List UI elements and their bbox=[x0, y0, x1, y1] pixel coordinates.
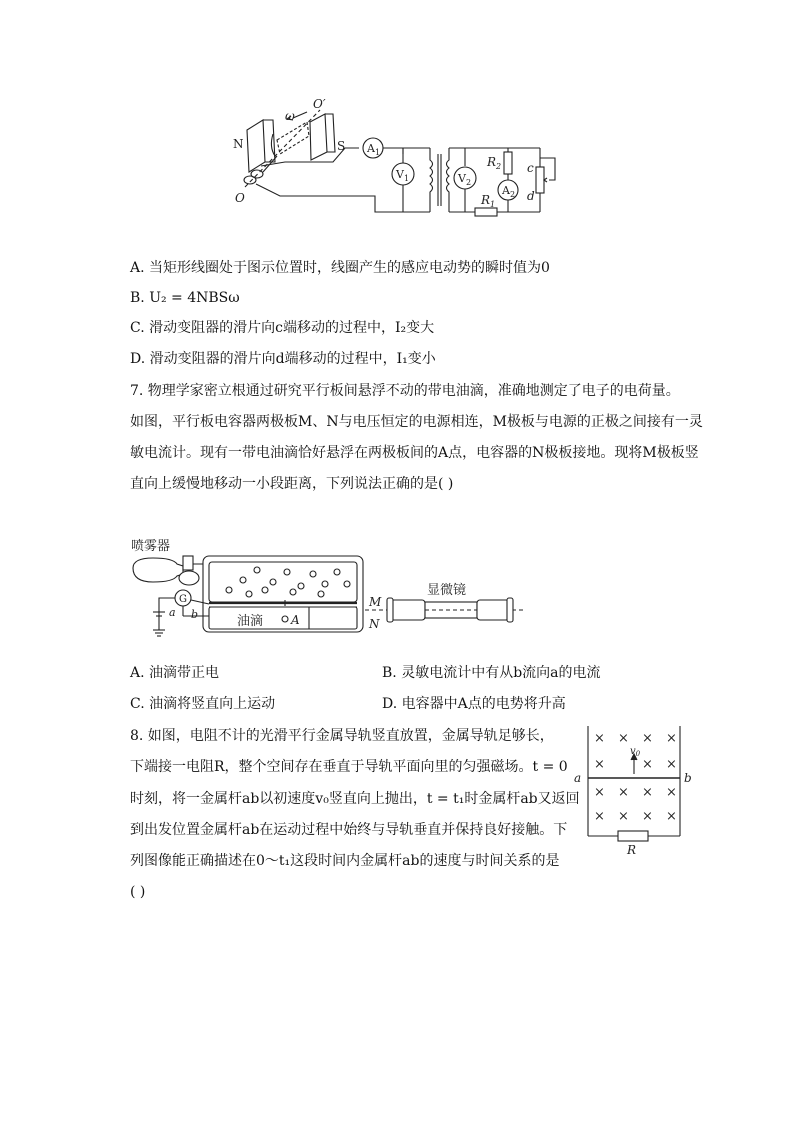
millikan-apparatus-figure bbox=[125, 530, 535, 645]
generator-circuit-figure bbox=[225, 92, 565, 222]
field-cross: × bbox=[642, 731, 653, 746]
field-cross: × bbox=[642, 785, 653, 800]
q8-line-4: 到出发位置金属杆ab在运动过程中始终与导轨垂直并保持良好接触。下 bbox=[130, 822, 568, 838]
q6-option-b: B. U₂ = 4NBSω bbox=[130, 290, 240, 306]
field-cross: × bbox=[594, 785, 605, 800]
field-cross: × bbox=[594, 731, 605, 746]
field-cross: × bbox=[666, 757, 677, 772]
field-cross: × bbox=[666, 785, 677, 800]
q7-option-b: B. 灵敏电流计中有从b流向a的电流 bbox=[382, 665, 601, 681]
field-cross: × bbox=[666, 731, 677, 746]
label-b-end: b bbox=[684, 771, 692, 785]
field-cross: × bbox=[666, 809, 677, 824]
q6-option-a: A. 当矩形线圈处于图示位置时，线圈产生的感应电动势的瞬时值为0 bbox=[130, 260, 550, 276]
magnet-s-pole bbox=[310, 114, 327, 160]
q8-line-1: 8. 如图，电阻不计的光滑平行金属导轨竖直放置，金属导轨足够长， bbox=[130, 728, 554, 744]
field-cross: × bbox=[618, 785, 629, 800]
label-oil-drop: 油滴 bbox=[237, 614, 264, 629]
label-sprayer: 喷雾器 bbox=[131, 539, 171, 554]
label-d: d bbox=[527, 189, 535, 203]
q7-line-3: 敏电流计。现有一带电油滴恰好悬浮在两极板间的A点，电容器的N极板接地。现将M极板竖 bbox=[130, 445, 699, 461]
label-o: O bbox=[235, 191, 245, 205]
label-a: a bbox=[169, 606, 176, 619]
label-m: M bbox=[369, 595, 382, 609]
q8-line-2: 下端接一电阻R，整个空间存在垂直于导轨平面向里的匀强磁场。t = 0 bbox=[130, 759, 568, 775]
q7-line-4: 直向上缓慢地移动一小段距离，下列说法正确的是( ) bbox=[130, 476, 454, 492]
q7-option-d: D. 电容器中A点的电势将升高 bbox=[382, 696, 566, 712]
field-cross: × bbox=[618, 809, 629, 824]
rail-magnetic-field-figure bbox=[572, 722, 696, 858]
label-v2: $V_2$ bbox=[458, 172, 472, 187]
field-cross: × bbox=[594, 809, 605, 824]
microscope-eyepiece bbox=[389, 600, 425, 620]
q7-option-a: A. 油滴带正电 bbox=[130, 665, 220, 681]
q6-option-d: D. 滑动变阻器的滑片向d端移动的过程中，I₁变小 bbox=[130, 351, 436, 367]
label-n: N bbox=[233, 137, 244, 151]
label-b: b bbox=[191, 608, 199, 621]
q7-line-1: 7. 物理学家密立根通过研究平行板间悬浮不动的带电油滴，准确地测定了电子的电荷量。 bbox=[130, 383, 680, 399]
field-cross: × bbox=[618, 731, 629, 746]
label-c: c bbox=[527, 161, 534, 175]
label-microscope: 显微镜 bbox=[427, 583, 467, 598]
q7-option-c: C. 油滴将竖直向上运动 bbox=[130, 696, 276, 712]
magnet-n-pole bbox=[247, 120, 265, 172]
label-omega: ω bbox=[285, 109, 295, 123]
q7-line-2: 如图，平行板电容器两极板M、N与电压恒定的电源相连，M极板与电源的正极之间接有一灵 bbox=[130, 414, 703, 430]
label-v1: $V_1$ bbox=[396, 168, 410, 183]
field-cross: × bbox=[642, 757, 653, 772]
sprayer-bulb bbox=[133, 558, 183, 582]
label-a2: $A_2$ bbox=[502, 184, 516, 199]
label-v0: $v_0$ bbox=[630, 746, 641, 758]
label-a-end: a bbox=[574, 771, 582, 785]
label-o-prime: O′ bbox=[313, 97, 326, 111]
field-cross: × bbox=[594, 757, 605, 772]
q8-line-3: 时刻，将一金属杆ab以初速度v₀竖直向上抛出，t = t₁时金属杆ab又返回 bbox=[130, 791, 580, 807]
label-g: G bbox=[179, 594, 187, 605]
label-r: R bbox=[627, 843, 637, 857]
field-cross: × bbox=[642, 809, 653, 824]
label-r1: $R_1$ bbox=[481, 193, 496, 209]
label-n-plate: N bbox=[369, 617, 380, 631]
q6-option-c: C. 滑动变阻器的滑片向c端移动的过程中，I₂变大 bbox=[130, 320, 435, 336]
label-point-a: A bbox=[291, 613, 300, 627]
resistor-r bbox=[618, 831, 648, 841]
label-s: S bbox=[337, 139, 346, 153]
label-a1: $A_1$ bbox=[367, 142, 381, 157]
q8-line-5: 列图像能正确描述在0～t₁这段时间内金属杆ab的速度与时间关系的是 bbox=[130, 853, 560, 869]
q8-line-6: ( ) bbox=[130, 884, 146, 900]
label-r2: $R_2$ bbox=[487, 155, 502, 171]
